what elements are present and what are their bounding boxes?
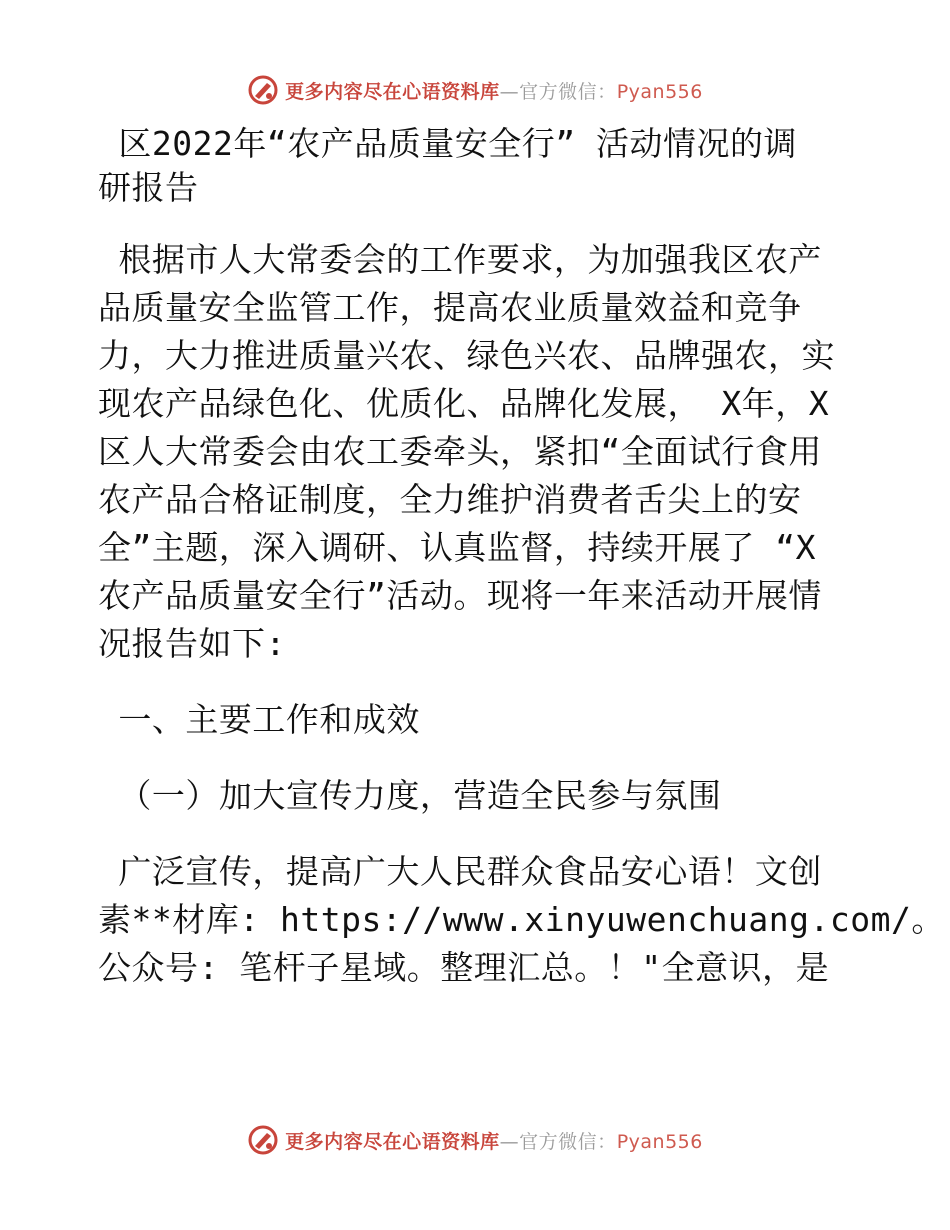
paragraph-line: 品质量安全监管工作，提高农业质量效益和竞争 bbox=[98, 288, 802, 327]
document-title bbox=[98, 122, 858, 210]
subsection-heading: （一）加大宣传力度，营造全民参与氛围 bbox=[98, 776, 722, 815]
paragraph-line: 根据市人大常委会的工作要求，为加强我区农产 bbox=[98, 240, 822, 279]
brand-logo-icon bbox=[247, 1124, 279, 1156]
section-heading: 一、主要工作和成效 bbox=[98, 700, 420, 739]
paragraph-line: 公众号: 笔杆子星域。整理汇总。！"全意识，是 bbox=[98, 948, 830, 987]
header-banner-part1: 更多内容尽在心语资料库 bbox=[285, 80, 500, 103]
paragraph-line: 况报告如下: bbox=[98, 624, 286, 663]
paragraph-line: 素**材库: https://www.xinyuwenchuang.com/。 bbox=[98, 900, 945, 939]
header-banner bbox=[0, 70, 950, 110]
footer-banner-part2: —官方微信： bbox=[499, 1130, 617, 1153]
footer-banner bbox=[0, 1120, 950, 1160]
paragraph-line: 农产品质量安全行”活动。现将一年来活动开展情 bbox=[98, 576, 822, 615]
paragraph-line: 区人大常委会由农工委牵头，紧扣“全面试行食用 bbox=[98, 432, 822, 471]
paragraph-line: 现农产品绿色化、优质化、品牌化发展， X年，X bbox=[98, 384, 830, 423]
title-line: 区2022年“农产品质量安全行” 活动情况的调 bbox=[98, 124, 797, 163]
paragraph-line: 广泛宣传，提高广大人民群众食品安心语！文创 bbox=[98, 852, 822, 891]
title-line: 研报告 bbox=[98, 168, 199, 207]
footer-banner-text bbox=[285, 1127, 703, 1154]
document-body bbox=[98, 122, 945, 992]
paragraph-line: 力，大力推进质量兴农、绿色兴农、品牌强农，实 bbox=[98, 336, 835, 375]
footer-banner-part3: Pyan556 bbox=[616, 1130, 703, 1153]
header-banner-text bbox=[285, 77, 703, 104]
header-banner-part3: Pyan556 bbox=[616, 80, 703, 103]
brand-logo-icon bbox=[247, 74, 279, 106]
footer-banner-part1: 更多内容尽在心语资料库 bbox=[285, 1130, 500, 1153]
header-banner-part2: —官方微信： bbox=[499, 80, 617, 103]
paragraph-line: 农产品合格证制度，全力维护消费者舌尖上的安 bbox=[98, 480, 802, 519]
paragraph-line: 全”主题，深入调研、认真监督，持续开展了 “X bbox=[98, 528, 816, 567]
paragraph-publicity bbox=[98, 848, 945, 992]
paragraph-intro bbox=[98, 236, 858, 668]
